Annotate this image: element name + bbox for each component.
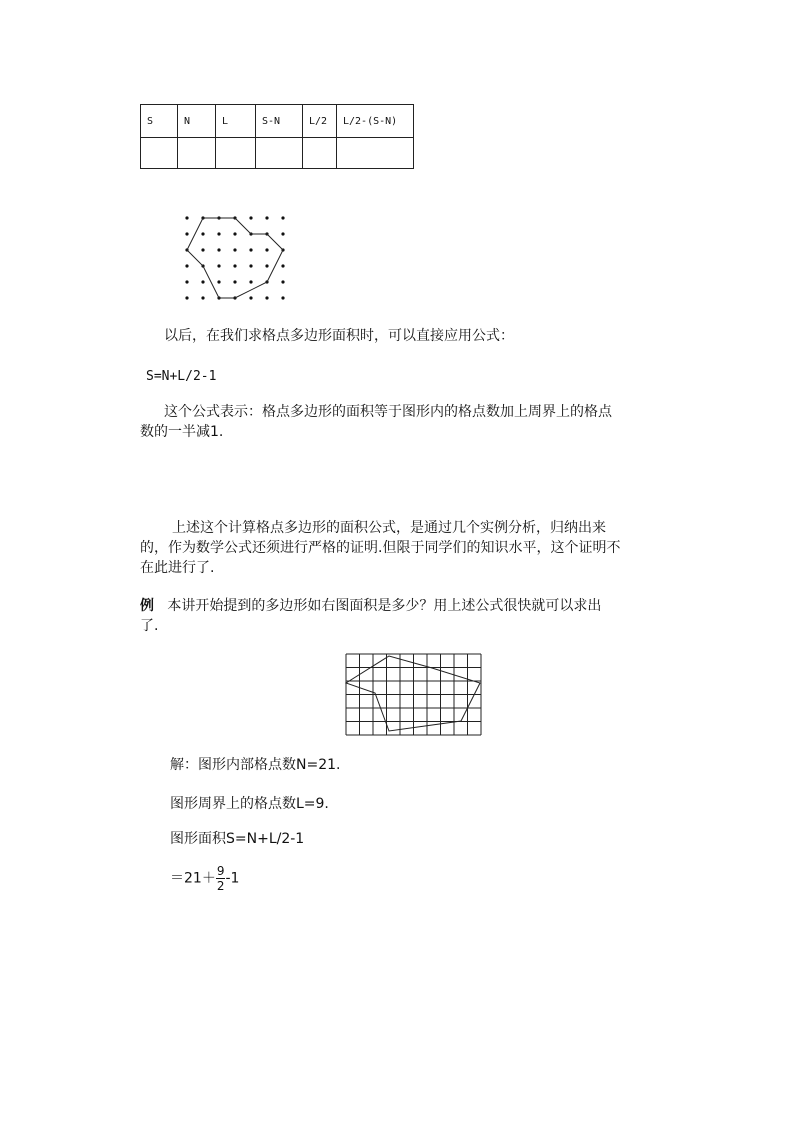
lattice-dot [281,296,284,299]
grid-polygon-figure [345,653,485,737]
lattice-dot [265,296,268,299]
text-line: 数的一半减1. [140,424,224,440]
table-row [141,138,414,169]
lattice-dot [185,216,188,219]
table-cell [303,138,337,169]
lattice-dot [265,248,268,251]
lattice-count-table [140,104,414,169]
lattice-dot [249,280,252,283]
pick-formula: S=N+L/2-1 [146,369,217,384]
table-header-cell: S [141,105,178,138]
lattice-dot [217,264,220,267]
text-line: 本讲开始提到的多边形如右图面积是多少？用上述公式很快就可以求出 [167,598,602,614]
lattice-dots [185,216,284,299]
table-header-row [141,105,414,138]
lattice-dot [185,280,188,283]
lattice-dot [265,216,268,219]
lattice-dot [201,232,204,235]
lattice-dot [201,280,204,283]
lattice-dot [201,248,204,251]
lattice-dot [233,264,236,267]
table-header-cell: N [178,105,216,138]
paragraph-intro: 以后，在我们求格点多边形面积时，可以直接应用公式： [164,328,514,344]
table-cell [337,138,414,169]
paragraph-proof-note [140,518,680,578]
fraction-numerator: 9 [216,864,225,878]
lattice-dot [185,232,188,235]
example-problem [140,596,680,636]
example-label: 例 [140,598,154,614]
lattice-dot [249,296,252,299]
lattice-dot [249,264,252,267]
lattice-dot [249,248,252,251]
lattice-dot [281,280,284,283]
table-header-cell: L/2 [303,105,337,138]
lattice-dot [217,248,220,251]
lattice-dot [233,232,236,235]
dot-grid-polygon-figure [178,208,298,304]
table-cell [141,138,178,169]
lattice-dot [217,232,220,235]
text-line: 在此进行了. [140,560,215,576]
lattice-dot [281,232,284,235]
table-header-cell: L [216,105,256,138]
table-cell [178,138,216,169]
lattice-dot [249,216,252,219]
solution-calculation [170,864,239,893]
fraction-denominator: 2 [216,879,225,893]
lattice-dot [201,296,204,299]
text-line: 上述这个计算格点多边形的面积公式，是通过几个实例分析，归纳出来 [172,520,606,536]
paragraph-formula-meaning [140,402,680,442]
grid-lines [346,654,481,735]
lattice-dot [185,264,188,267]
lattice-dot [265,264,268,267]
lattice-dot [233,280,236,283]
lattice-dot [233,248,236,251]
lattice-polygon [187,218,283,298]
lattice-dot [217,280,220,283]
solution-interior-count: 解：图形内部格点数N=21. [170,757,341,773]
calc-prefix: ＝21＋ [170,870,216,887]
table-cell [256,138,303,169]
text-line: 了. [140,618,159,634]
table-cell [216,138,256,169]
lattice-dot [281,264,284,267]
table-header-cell: L/2-(S-N) [337,105,414,138]
table-header-cell: S-N [256,105,303,138]
solution-area-formula: 图形面积S=N+L/2-1 [170,831,305,847]
lattice-dot [185,296,188,299]
calc-suffix: -1 [225,870,240,887]
solution-boundary-count: 图形周界上的格点数L=9. [170,796,329,812]
lattice-dot [281,216,284,219]
text-line: 这个公式表示：格点多边形的面积等于图形内的格点数加上周界上的格点 [164,404,612,420]
text-line: 的，作为数学公式还须进行严格的证明.但限于同学们的知识水平，这个证明不 [140,540,621,556]
